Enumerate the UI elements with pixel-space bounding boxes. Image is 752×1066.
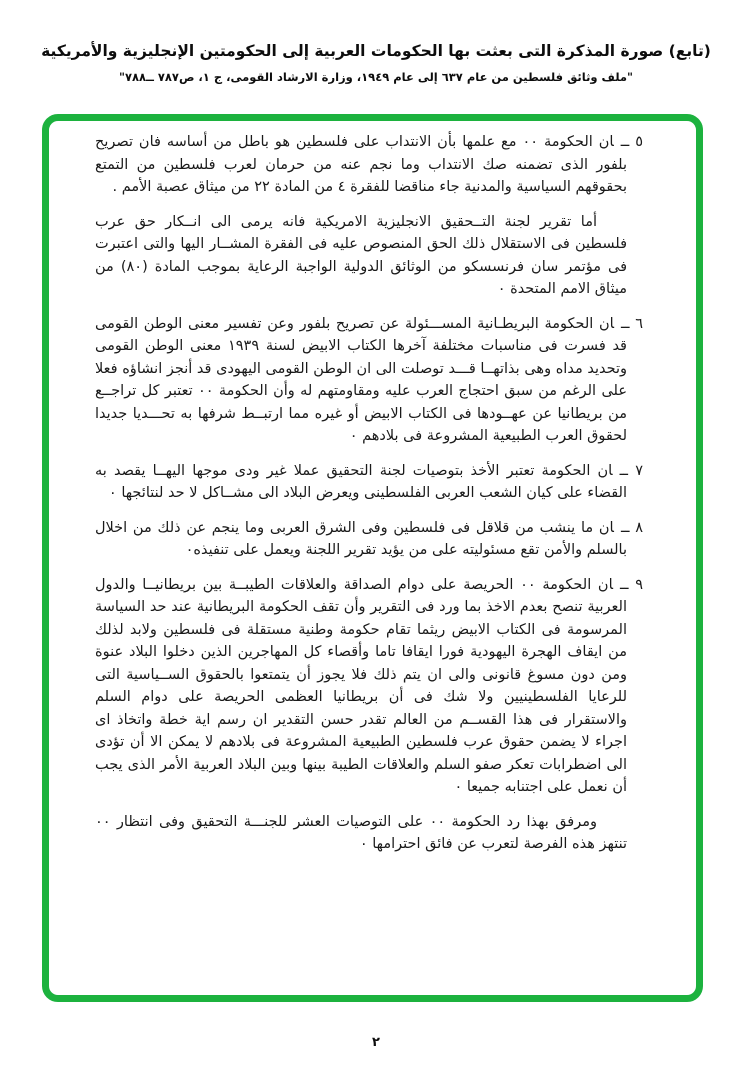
page-number: ٢ bbox=[372, 1035, 380, 1050]
item-text: ان ما ينشب من قلاقل فى فلسطين وفى الشرق العربى وما ينجم عن ذلك من اخلال بالسلم والأمن تقع مسئوليته على من يؤيد تقرير اللجنة ويعمل على تنفيذه٠ bbox=[95, 519, 627, 558]
memo-subparagraph-report bbox=[95, 211, 643, 301]
memo-closing-paragraph bbox=[95, 811, 643, 856]
document-title: (تابع) صورة المذكرة التى بعثت بها الحكومات العربية إلى الحكومتين الإنجليزية والأمريكية bbox=[41, 42, 711, 60]
item-number: ٧ ــ bbox=[619, 462, 643, 479]
memo-item-5 bbox=[95, 131, 643, 199]
memo-item-7 bbox=[95, 460, 643, 505]
memo-body bbox=[95, 131, 643, 868]
page-footer bbox=[0, 1031, 752, 1050]
item-number: ٦ ــ bbox=[621, 315, 643, 332]
item-text: ان الحكومة ٠٠ الحريصة على دوام الصداقة والعلاقات الطيبــة بين بريطانيــا والدول العربية تنصح بعدم الاخذ بما ورد فى التقرير وأن تقف الحكومة البريطانية عند حد السياسة المرسومة فى الكتاب الابيض ريثما تقام حكومة وطنية مستقلة فى فلسطين ولابد لذلك من ايقاف الهجرة اليهودية فورا ايقافا تاما وأقصاء كل المهاجرين الذين دخلوا البلاد عنوة ومن دون مسوغ قانونى والى ان يتم ذلك فلا يجوز أن يتمتعوا بالحقوق الســياسية التى للرعايا الفلسطينيين ولا شك فى أن بريطانيا العظمى الحريصة على دوام السلم والاستقرار فى هذا القســم من العالم تقدر حسن التقدير ان رسم اية خطة واتخاذ اى اجراء لا يضمن حقوق عرب فلسطين الطبيعية المشروعة فى بلادهم لا يمكن الا أن تؤدى الى اضطرابات تعكر صفو السلم والعلاقات الطيبة بينها وبين البلاد العربية الأمر الذى يجب أن نعمل على اجتنابه جميعا ٠ bbox=[95, 576, 627, 795]
item-number: ٨ ــ bbox=[620, 519, 643, 536]
item-number: ٥ ــ bbox=[620, 134, 643, 150]
memo-item-8 bbox=[95, 517, 643, 562]
paragraph-text: ومرفق بهذا رد الحكومة ٠٠ على التوصيات العشر للجنـــة التحقيق وفى انتظار ٠٠ تنتهز هذه الفرصة لتعرب عن فائق احترامها ٠ bbox=[95, 813, 627, 852]
document-source-citation: "ملف وثائق فلسطين من عام ٦٣٧ إلى عام ١٩٤٩، وزارة الارشاد القومى، ج ١، ص٧٨٧ ــ٧٨٨" bbox=[118, 70, 634, 84]
item-text: ان الحكومة تعتبر الأخذ بتوصيات لجنة التحقيق عملا غير ودى موجها اليهــا يقصد به القضاء على كيان الشعب العربى الفلسطينى ويعرض البلاد الى مشــاكل لا حد لنتائجها ٠ bbox=[95, 462, 627, 501]
item-text: ان الحكومة ٠٠ مع علمها بأن الانتداب على فلسطين هو باطل من أساسه فان تصريح بلفور الذى تضمنه صك الانتداب وما نجم عنه من حرمان لعرب فلسطين من التمتع بحقوقهم السياسية والمدنية جاء مناقضا للفقرة ٤ من المادة ٢٢ من ميثاق عصبة الأمم . bbox=[95, 134, 627, 195]
memo-item-6 bbox=[95, 313, 643, 448]
document-header bbox=[0, 40, 752, 84]
paragraph-text: أما تقرير لجنة التــحقيق الانجليزية الامريكية فانه يرمى الى انــكار حق عرب فلسطين فى الاستقلال ذلك الحق المنصوص عليه فى الفقرة المشــار اليها والتى اعتبرت فى مؤتمر سان فرنسسكو من الوثائق الدولية الواجبة الرعاية بموجب المادة (٨٠) من ميثاق الامم المتحدة ٠ bbox=[95, 213, 628, 297]
memo-item-9 bbox=[95, 574, 643, 799]
item-number: ٩ ــ bbox=[620, 576, 643, 593]
item-text: ان الحكومة البريطـانية المســـئولة عن تصريح بلفور وعن تفسير معنى الوطن القومى قد فسرت فى مناسبات مختلفة آخرها الكتاب الابيض لسنة ١٩٣٩ معنى الوطن القومى وتحديد مداه وهى بذاتهــا قـــد توصلت الى ان الوطن القومى اليهودى قد أنجز انشاؤه فعلا على الرغم من سبق احتجاج العرب عليه ومقاومتهم له وأن الحكومة ٠٠ تعتبر كل تراجــع من بريطانيا عن عهــودها فى الكتاب الابيض أو غيره مما ارتبــط شرفها به تحـــديا جديدا لحقوق العرب الطبيعية المشروعة فى بلادهم ٠ bbox=[95, 315, 627, 444]
